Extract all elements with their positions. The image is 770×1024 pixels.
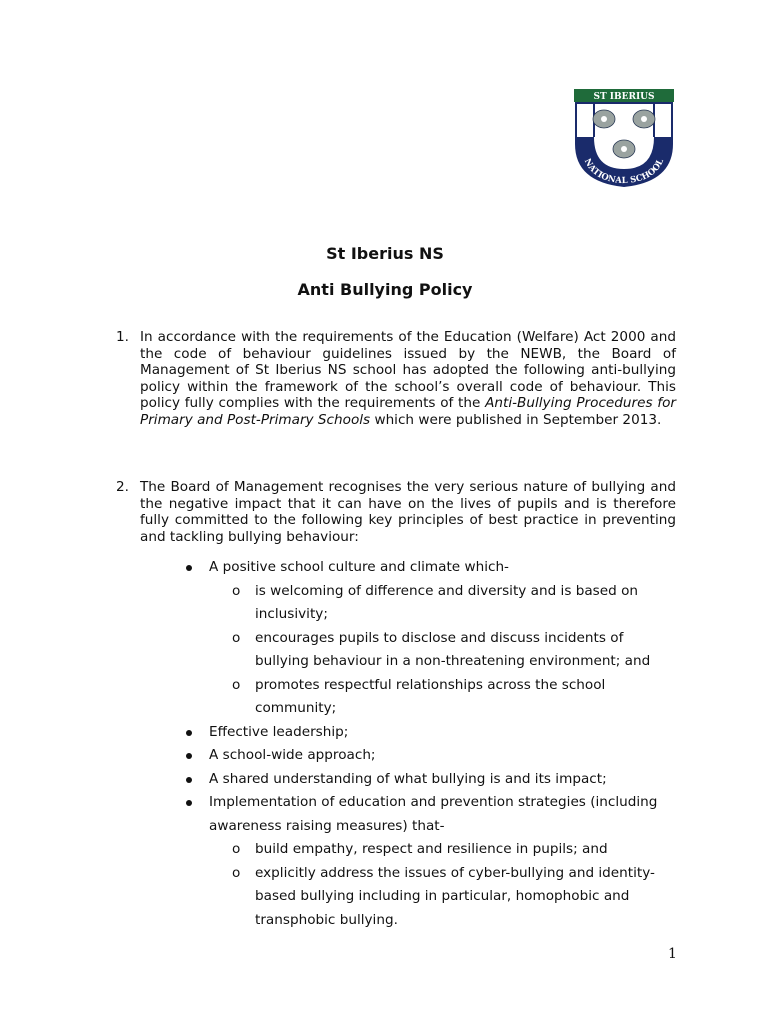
- principle-text: A school-wide approach;: [209, 747, 376, 763]
- sub-bullet-marker: o: [232, 582, 241, 599]
- sub-bullet-marker: o: [232, 841, 241, 857]
- principle-subitem-text: encourages pupils to disclose and discuss incidents of bullying behaviour in a non-threatening environment; and: [255, 629, 651, 669]
- principle-subitem: [232, 580, 676, 627]
- sub-bullet-marker: o: [232, 864, 241, 881]
- crest-arc-text: NATIONAL SCHOOL: [581, 157, 667, 187]
- principle-subitem-text: build empathy, respect and resilience in pupils; and: [255, 841, 608, 857]
- school-name-heading: St Iberius NS: [326, 244, 444, 263]
- section-1-text-part: In accordance with the requirements of the Education (Welfare) Act 2000 and the code of behaviour guidelines issued by the NEWB, the Board of Management of St Iberius NS school has adopted the following anti-bullying policy within the framework of the school’s overall code of behaviour. This policy fully complies with the requirements of the: [140, 329, 676, 412]
- principle-item: [186, 768, 676, 792]
- principle-subitem-text: explicitly address the issues of cyber-bullying and identity-based bullying including in particular, homophobic and transphobic bullying.: [255, 864, 655, 928]
- principle-sublist: [209, 838, 676, 932]
- principle-subitem: [232, 862, 676, 933]
- principle-subitem-text: is welcoming of difference and diversity and is based on inclusivity;: [255, 582, 639, 622]
- principle-item: [186, 791, 676, 932]
- section-1-italic-title: Anti-Bullying Procedures for Primary and Post-Primary Schools: [140, 395, 676, 428]
- page-number: 1: [668, 946, 677, 962]
- bullet-dot-icon: [186, 753, 192, 759]
- section-1-text: [140, 329, 676, 429]
- principle-subitem: [232, 838, 676, 862]
- principles-list: [186, 556, 676, 932]
- principle-item: [186, 721, 676, 745]
- principle-item: [186, 556, 676, 721]
- bullet-dot-icon: [186, 565, 192, 571]
- crest-banner-text: ST IBERIUS: [593, 92, 655, 102]
- bullet-dot-icon: [186, 800, 192, 806]
- section-1-text-end: which were published in September 2013.: [370, 411, 662, 428]
- principle-item: [186, 744, 676, 768]
- section-2-text: The Board of Management recognises the very serious nature of bullying and the negative impact that it can have on the lives of pupils and is therefore fully committed to the following key principles of best practice in preventing and tackling bullying behaviour:: [140, 479, 676, 545]
- principle-subitem: [232, 674, 676, 721]
- bullet-dot-icon: [186, 777, 192, 783]
- section-1: [116, 329, 676, 429]
- principle-text: A shared understanding of what bullying is and its impact;: [209, 770, 607, 787]
- principle-text: A positive school culture and climate which-: [209, 559, 509, 575]
- principle-sublist: [209, 580, 676, 721]
- school-crest-logo: [574, 89, 674, 187]
- principle-text: Effective leadership;: [209, 723, 349, 740]
- sub-bullet-marker: o: [232, 676, 241, 693]
- principle-text: Implementation of education and prevention strategies (including awareness raising measures) that-: [209, 794, 658, 834]
- principle-subitem: [232, 627, 676, 674]
- section-1-number: 1.: [116, 329, 129, 345]
- sub-bullet-marker: o: [232, 629, 241, 646]
- bullet-dot-icon: [186, 730, 192, 736]
- principle-subitem-text: promotes respectful relationships across the school community;: [255, 676, 606, 716]
- policy-title-heading: Anti Bullying Policy: [297, 280, 473, 299]
- section-2-number: 2.: [116, 479, 129, 495]
- section-2: [116, 479, 676, 545]
